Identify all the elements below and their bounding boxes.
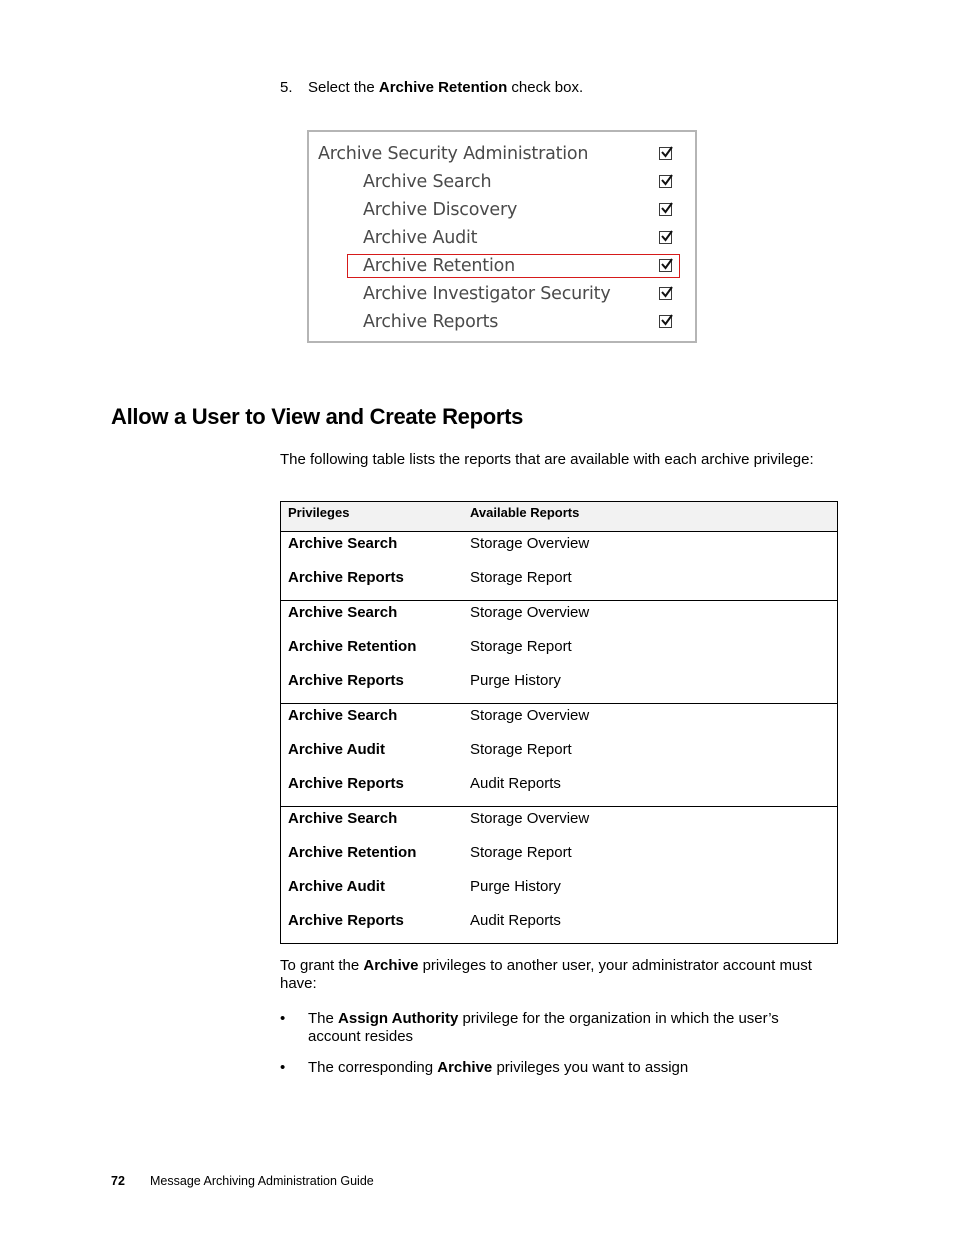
report-cell: Storage Report [470, 569, 572, 586]
privilege-row [309, 309, 695, 335]
step-text-before: Select the [308, 79, 379, 96]
bullet-bold-term: Assign Authority [338, 1010, 459, 1027]
privilege-row [309, 141, 695, 167]
report-cell: Storage Report [470, 844, 572, 861]
privilege-cell: Archive Audit [288, 878, 385, 895]
report-cell: Purge History [470, 878, 561, 895]
bullet-text-after: privilege for the organization in which the user’s account resides [308, 1010, 779, 1045]
checkmark-icon [660, 173, 674, 187]
table-row [281, 807, 837, 841]
report-cell: Audit Reports [470, 775, 561, 792]
table-row-group [281, 532, 837, 601]
privilege-label: Archive Security Administration [318, 144, 589, 164]
page-number: 72 [111, 1174, 125, 1188]
privilege-cell: Archive Retention [288, 638, 417, 655]
table-row [281, 738, 837, 772]
privilege-label: Archive Investigator Security [363, 284, 611, 304]
privilege-row [309, 253, 695, 279]
privilege-cell: Archive Reports [288, 569, 404, 586]
privilege-cell: Archive Search [288, 810, 398, 827]
bullet-text-before: The [308, 1010, 339, 1027]
privilege-label: Archive Retention [363, 256, 516, 276]
privilege-cell: Archive Reports [288, 912, 404, 929]
header-privileges: Privileges [288, 505, 350, 520]
footer-title: Message Archiving Administration Guide [150, 1174, 374, 1188]
privilege-label: Archive Reports [363, 312, 499, 332]
bullet-dot: • [280, 1010, 286, 1027]
table-row [281, 532, 837, 566]
checkmark-icon [660, 285, 674, 299]
checkmark-icon [660, 229, 674, 243]
privilege-cell: Archive Reports [288, 672, 404, 689]
report-cell: Storage Overview [470, 604, 590, 621]
report-cell: Storage Report [470, 741, 572, 758]
table-row [281, 875, 837, 909]
report-cell: Audit Reports [470, 912, 561, 929]
bullet-text-before: The corresponding [308, 1059, 438, 1076]
table-row-group [281, 601, 837, 704]
checkmark-icon [660, 201, 674, 215]
reports-table [280, 501, 838, 944]
table-row [281, 635, 837, 669]
bullet-bold-term: Archive [437, 1059, 493, 1076]
privilege-checkbox[interactable] [659, 231, 672, 244]
privilege-checkbox[interactable] [659, 315, 672, 328]
privilege-cell: Archive Search [288, 535, 398, 552]
table-row [281, 772, 837, 806]
page-footer [111, 1174, 374, 1188]
table-row [281, 841, 837, 875]
privilege-row [309, 197, 695, 223]
table-row-group [281, 704, 837, 807]
step-bold-term: Archive Retention [378, 79, 508, 96]
privilege-cell: Archive Audit [288, 741, 385, 758]
table-row [281, 601, 837, 635]
step-instruction [280, 79, 583, 96]
privilege-checkbox[interactable] [659, 287, 672, 300]
privilege-checkbox[interactable] [659, 259, 672, 272]
step-number: 5. [280, 79, 293, 96]
privilege-label: Archive Search [363, 172, 492, 192]
header-available-reports: Available Reports [470, 505, 580, 520]
grant-text-before: To grant the [280, 957, 364, 974]
grant-paragraph [280, 957, 840, 993]
privilege-checkbox[interactable] [659, 147, 672, 160]
report-cell: Storage Overview [470, 535, 590, 552]
privilege-checkbox[interactable] [659, 203, 672, 216]
privilege-row [309, 225, 695, 251]
checkmark-icon [660, 257, 674, 271]
intro-paragraph: The following table lists the reports that are available with each archive privilege: [280, 451, 814, 468]
privilege-cell: Archive Search [288, 604, 398, 621]
privilege-checkbox-panel [307, 130, 697, 343]
privilege-label: Archive Discovery [363, 200, 518, 220]
table-row [281, 669, 837, 703]
privilege-row [309, 281, 695, 307]
bullet-text-after: privileges you want to assign [492, 1059, 689, 1076]
report-cell: Purge History [470, 672, 561, 689]
report-cell: Storage Overview [470, 707, 590, 724]
report-cell: Storage Overview [470, 810, 590, 827]
grant-bold-term: Archive [363, 957, 419, 974]
privilege-checkbox[interactable] [659, 175, 672, 188]
table-row [281, 909, 837, 943]
table-row-group [281, 807, 837, 943]
report-cell: Storage Report [470, 638, 572, 655]
checkmark-icon [660, 145, 674, 159]
table-row [281, 566, 837, 600]
section-heading: Allow a User to View and Create Reports [111, 404, 524, 429]
grant-text-after: privileges to another user, your administrator account must have: [280, 957, 812, 992]
table-header [281, 502, 837, 532]
bullet-dot: • [280, 1059, 286, 1076]
step-text-after: check box. [507, 79, 584, 96]
bullet-text [308, 1059, 828, 1077]
privilege-cell: Archive Reports [288, 775, 404, 792]
privilege-row [309, 169, 695, 195]
privilege-label: Archive Audit [363, 228, 478, 248]
bullet-text [308, 1010, 828, 1046]
privilege-cell: Archive Search [288, 707, 398, 724]
privilege-cell: Archive Retention [288, 844, 417, 861]
checkmark-icon [660, 313, 674, 327]
table-row [281, 704, 837, 738]
